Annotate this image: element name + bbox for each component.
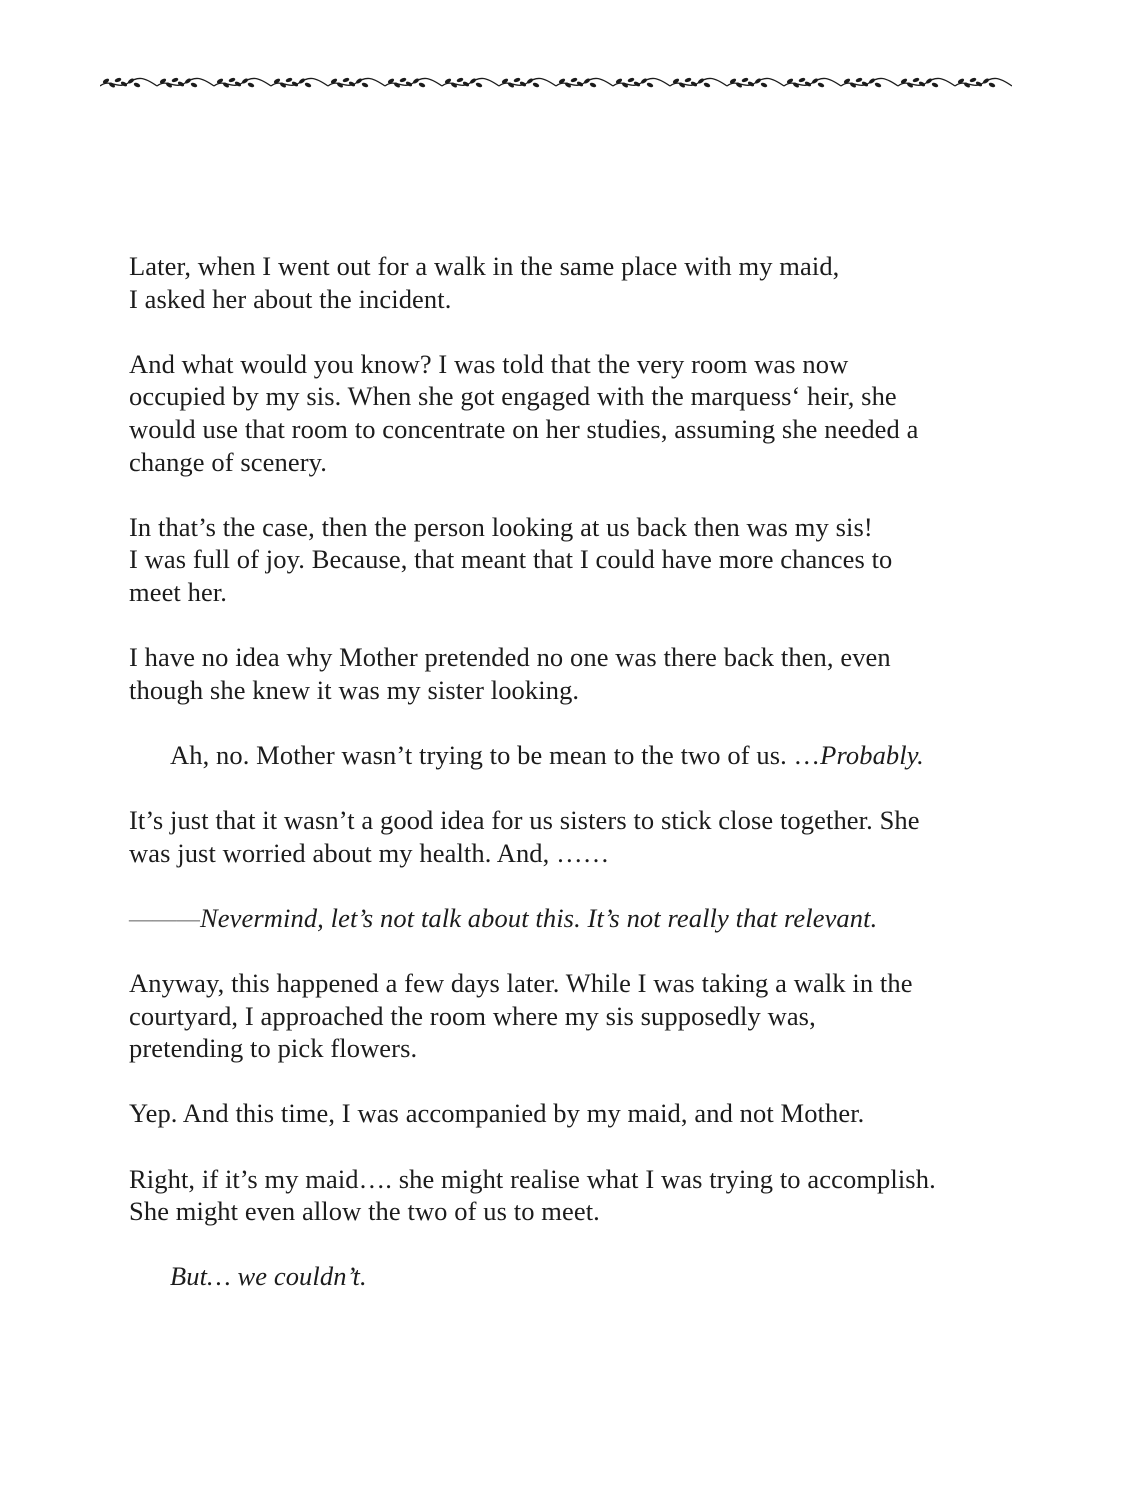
vine-motif <box>271 77 328 88</box>
text-line: And what would you know? I was told that the very room was now <box>129 348 849 379</box>
text-line: would use that room to concentrate on her studies, assuming she needed a <box>129 413 919 444</box>
text-line: was just worried about my health. And, …… <box>129 837 610 868</box>
paragraph-6 <box>129 804 1049 869</box>
paragraph-5-italic: Probably. <box>820 739 924 770</box>
vine-motif <box>100 77 157 88</box>
vine-motif <box>157 77 214 88</box>
text-line: pretending to pick flowers. <box>129 1033 418 1064</box>
paragraph-5 <box>129 739 1049 772</box>
text-line: I have no idea why Mother pretended no one was there back then, even <box>129 642 891 673</box>
paragraph-10 <box>129 1163 1049 1228</box>
text-line: Anyway, this happened a few days later. While I was taking a walk in the <box>129 968 913 999</box>
vine-motif <box>328 77 385 88</box>
vine-motif <box>727 77 784 88</box>
vine-motif <box>898 77 955 88</box>
vine-ornament-border <box>100 72 1012 94</box>
paragraph-7-italic: Nevermind, let’s not talk about this. It’s not really that relevant. <box>200 902 878 933</box>
text-line: In that’s the case, then the person looking at us back then was my sis! <box>129 511 873 542</box>
vine-motif <box>214 77 271 88</box>
paragraph-3 <box>129 511 1049 609</box>
vine-motif <box>442 77 499 88</box>
vine-motif <box>784 77 841 88</box>
vine-motif <box>385 77 442 88</box>
text-line <box>170 739 1049 772</box>
text-line: She might even allow the two of us to meet. <box>129 1196 600 1227</box>
text-line: It’s just that it wasn’t a good idea for us sisters to stick close together. She <box>129 805 920 836</box>
paragraph-8 <box>129 967 1049 1065</box>
text-line: But… we couldn’t. <box>170 1261 367 1292</box>
paragraph-11 <box>129 1260 1049 1293</box>
paragraph-9 <box>129 1097 1049 1130</box>
document-body <box>129 250 1049 1326</box>
text-line: though she knew it was my sister looking. <box>129 674 580 705</box>
text-line <box>129 902 1049 935</box>
em-dash-lead: ——— <box>129 902 200 933</box>
vine-motif <box>670 77 727 88</box>
vine-motif <box>556 77 613 88</box>
paragraph-1 <box>129 250 1049 315</box>
vine-motif <box>499 77 556 88</box>
paragraph-5-text: Ah, no. Mother wasn’t trying to be mean to the two of us. … <box>170 739 821 770</box>
text-line: Later, when I went out for a walk in the same place with my maid, <box>129 251 840 281</box>
text-line: change of scenery. <box>129 446 327 477</box>
vine-motif <box>613 77 670 88</box>
paragraph-4 <box>129 641 1049 706</box>
text-line: I asked her about the incident. <box>129 283 452 314</box>
paragraph-2 <box>129 348 1049 478</box>
vine-motif <box>955 77 1012 88</box>
text-line: meet her. <box>129 576 228 607</box>
vine-motif <box>841 77 898 88</box>
text-line: occupied by my sis. When she got engaged with the marquess‘ heir, she <box>129 381 897 412</box>
paragraph-7 <box>129 902 1049 935</box>
text-line: Yep. And this time, I was accompanied by my maid, and not Mother. <box>129 1098 865 1129</box>
text-line: courtyard, I approached the room where my sis supposedly was, <box>129 1000 816 1031</box>
text-line: Right, if it’s my maid…. she might realise what I was trying to accomplish. <box>129 1163 936 1194</box>
text-line: I was full of joy. Because, that meant that I could have more chances to <box>129 544 893 575</box>
